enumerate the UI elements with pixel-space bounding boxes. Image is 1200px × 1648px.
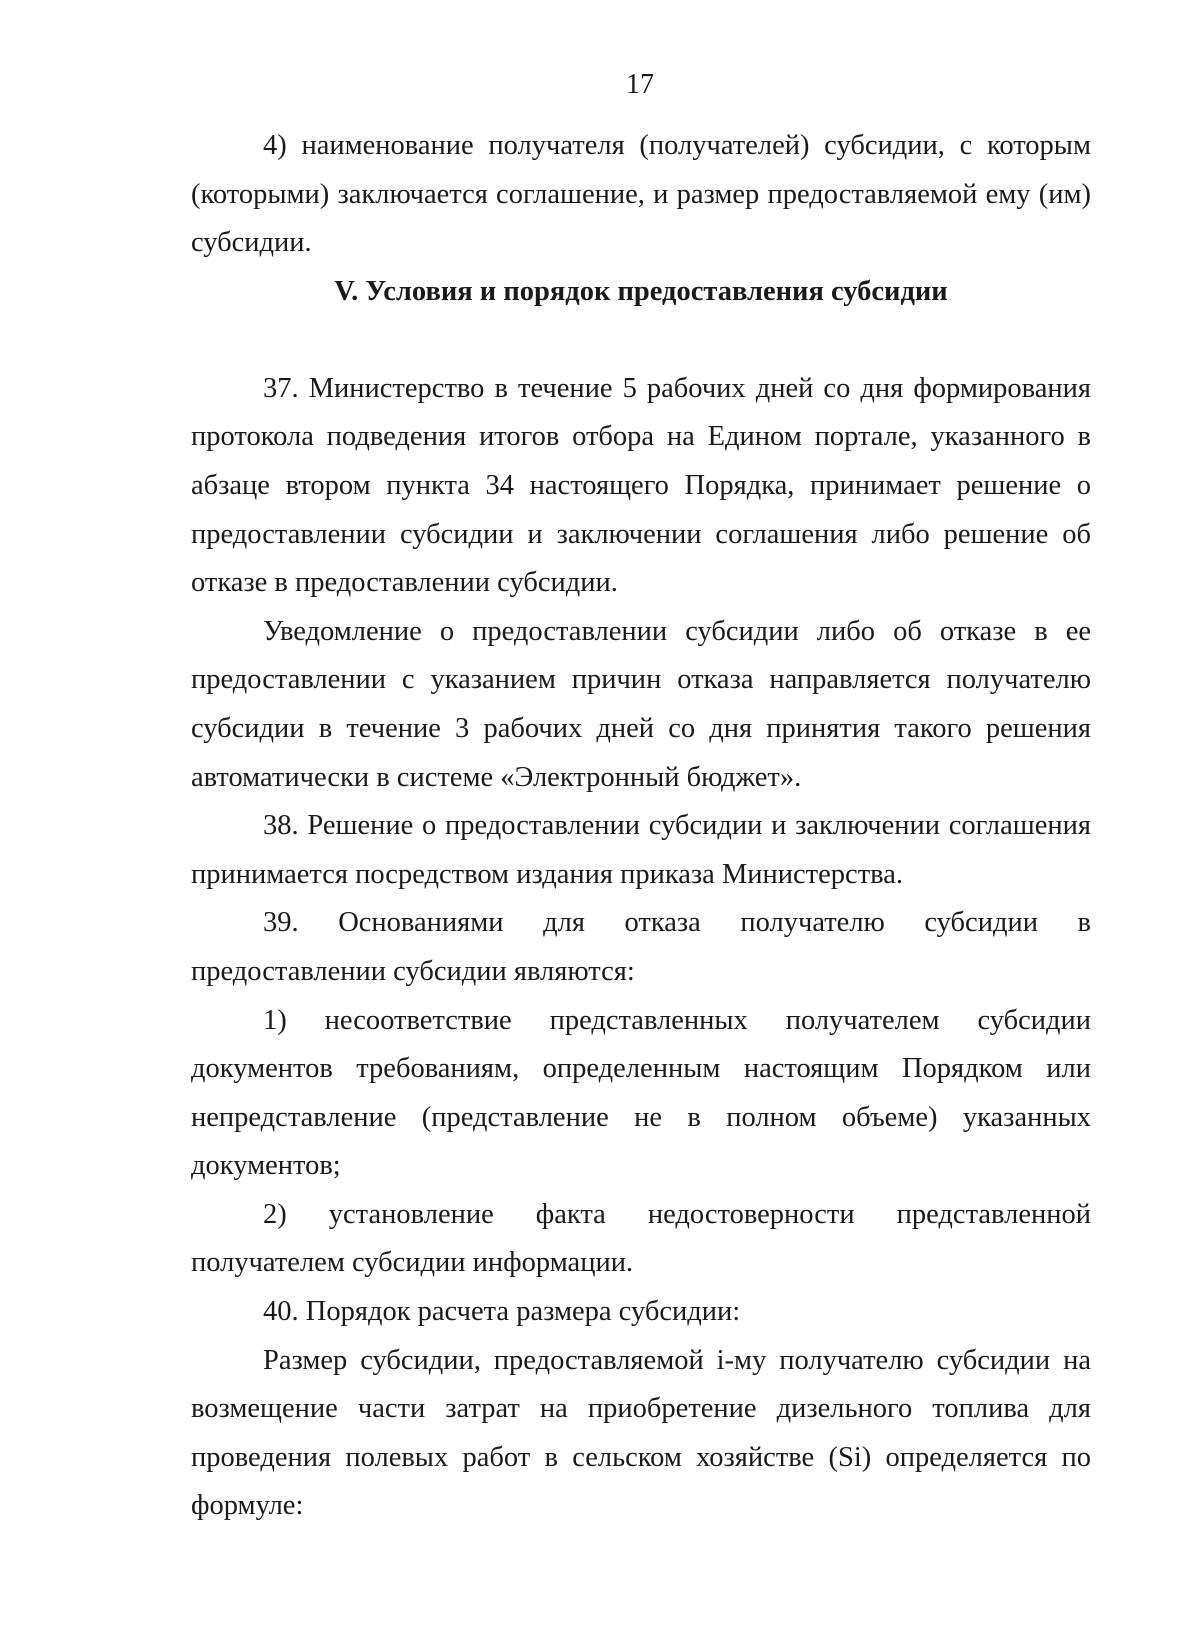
paragraph-39: 39. Основаниями для отказа получателю субсидии в предоставлении субсидии являются: xyxy=(191,907,1091,987)
page-number: 17 xyxy=(626,69,654,100)
section-title: V. Условия и порядок предоставления субсидии xyxy=(334,275,948,307)
paragraph-38: 38. Решение о предоставлении субсидии и заключении соглашения принимается посредством издания приказа Министерства. xyxy=(191,810,1091,890)
paragraph-item-4: 4) наименование получателя (получателей) субсидии, с которым (которыми) заключается соглашение, и размер предоставляемой ему (им) субсидии. xyxy=(191,130,1091,259)
paragraph-37-notice: Уведомление о предоставлении субсидии либо об отказе в ее предоставлении с указанием причин отказа направляется получателю субсидии в течение 3 рабочих дней со дня принятия такого решения автоматически в системе «Электронный бюджет». xyxy=(191,615,1091,793)
paragraph-37: 37. Министерство в течение 5 рабочих дней со дня формирования протокола подведения итогов отбора на Едином портале, указанного в абзаце втором пункта 34 настоящего Порядка, принимает решение о предоставлении субсидии и заключении соглашения либо решение об отказе в предоставлении субсидии. xyxy=(191,372,1091,599)
paragraph-40: 40. Порядок расчета размера субсидии: xyxy=(263,1296,741,1328)
paragraph-39-item-2: 2) установление факта недостоверности представленной получателем субсидии информации. xyxy=(191,1198,1091,1279)
document-body xyxy=(191,122,1091,1531)
paragraph-40-size: Размер субсидии, предоставляемой i-му получателю субсидии на возмещение части затрат на приобретение дизельного топлива для проведения полевых работ в сельском хозяйстве (Si) определяется по формуле: xyxy=(191,1344,1091,1522)
paragraph-39-item-1: 1) несоответствие представленных получателем субсидии документов требованиям, определенным настоящим Порядком или непредставление (представление не в полном объеме) указанных документов; xyxy=(191,1004,1091,1182)
